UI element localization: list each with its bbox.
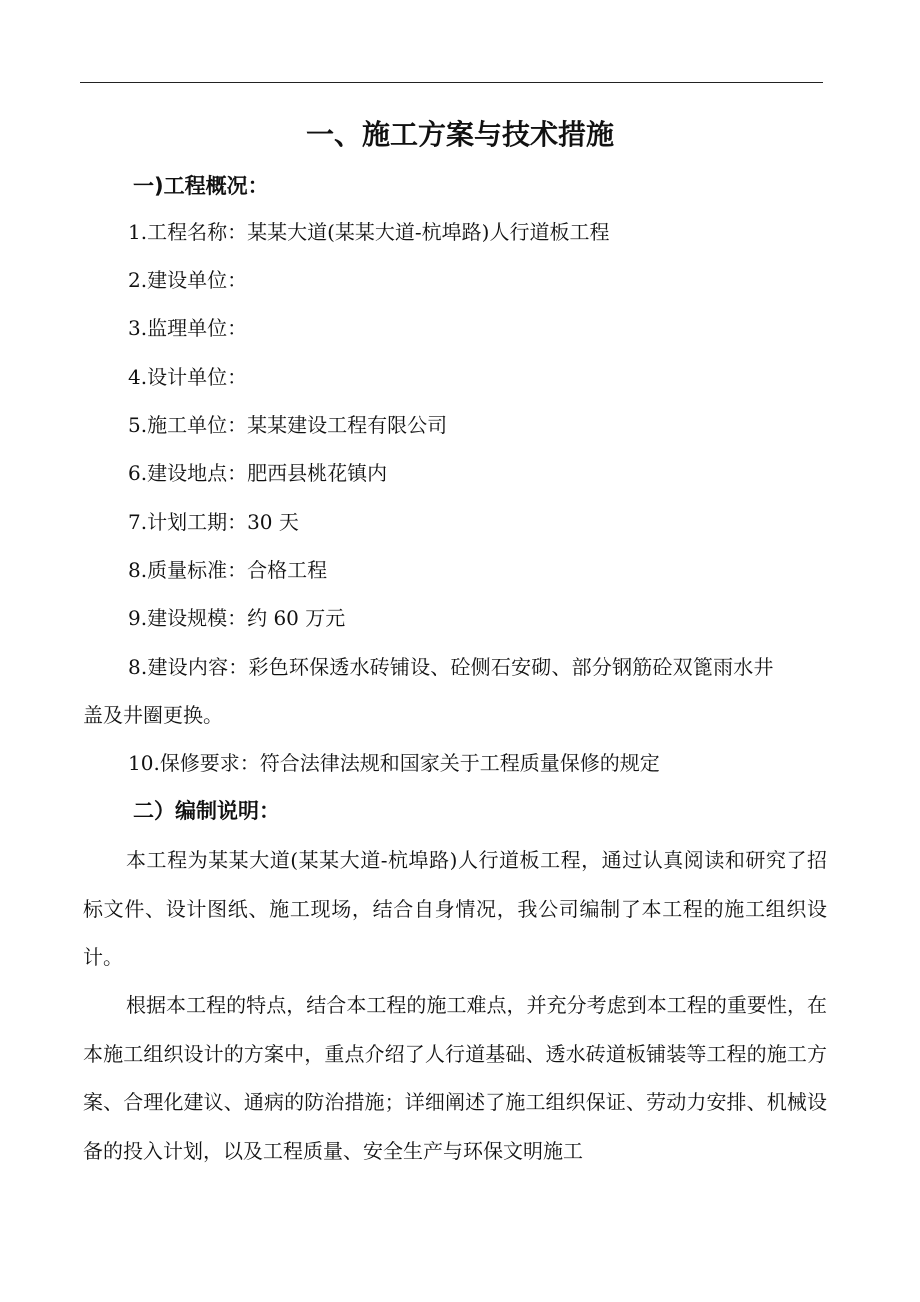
list-item: 2.建设单位： <box>128 268 248 292</box>
header-rule <box>80 82 823 83</box>
section-heading-overview: 一)工程概况： <box>133 174 269 198</box>
paragraph: 本工程为某某大道(某某大道-杭埠路)人行道板工程，通过认真阅读和研究了招标文件、设计图纸、施工现场，结合自身情况，我公司编制了本工程的施工组织设计。 <box>83 848 827 969</box>
list-item-warranty: 10.保修要求：符合法律法规和国家关于工程质量保修的规定 <box>128 751 660 775</box>
list-item: 3.监理单位： <box>128 316 248 340</box>
list-item-content-line2: 盖及井圈更换。 <box>83 703 223 727</box>
list-item: 7.计划工期：30 天 <box>128 510 299 534</box>
section-heading-notes: 二）编制说明： <box>133 799 280 823</box>
list-item-content-line1: 8.建设内容：彩色环保透水砖铺设、砼侧石安砌、部分钢筋砼双篦雨水井 <box>128 655 774 679</box>
paragraph: 根据本工程的特点，结合本工程的施工难点，并充分考虑到本工程的重要性，在本施工组织设计的方案中，重点介绍了人行道基础、透水砖道板铺装等工程的施工方案、合理化建议、通病的防治措施；详细阐述了施工组织保证、劳动力安排、机械设备的投入计划，以及工程质量、安全生产与环保文明施工 <box>83 993 827 1163</box>
list-item: 1.工程名称：某某大道(某某大道-杭埠路)人行道板工程 <box>128 220 610 244</box>
list-item: 4.设计单位： <box>128 365 248 389</box>
list-item: 6.建设地点：肥西县桃花镇内 <box>128 461 388 485</box>
list-item: 8.质量标准：合格工程 <box>128 558 328 582</box>
page-title: 一、施工方案与技术措施 <box>305 118 614 151</box>
list-item: 5.施工单位：某某建设工程有限公司 <box>128 413 448 437</box>
list-item: 9.建设规模：约 60 万元 <box>128 606 346 630</box>
